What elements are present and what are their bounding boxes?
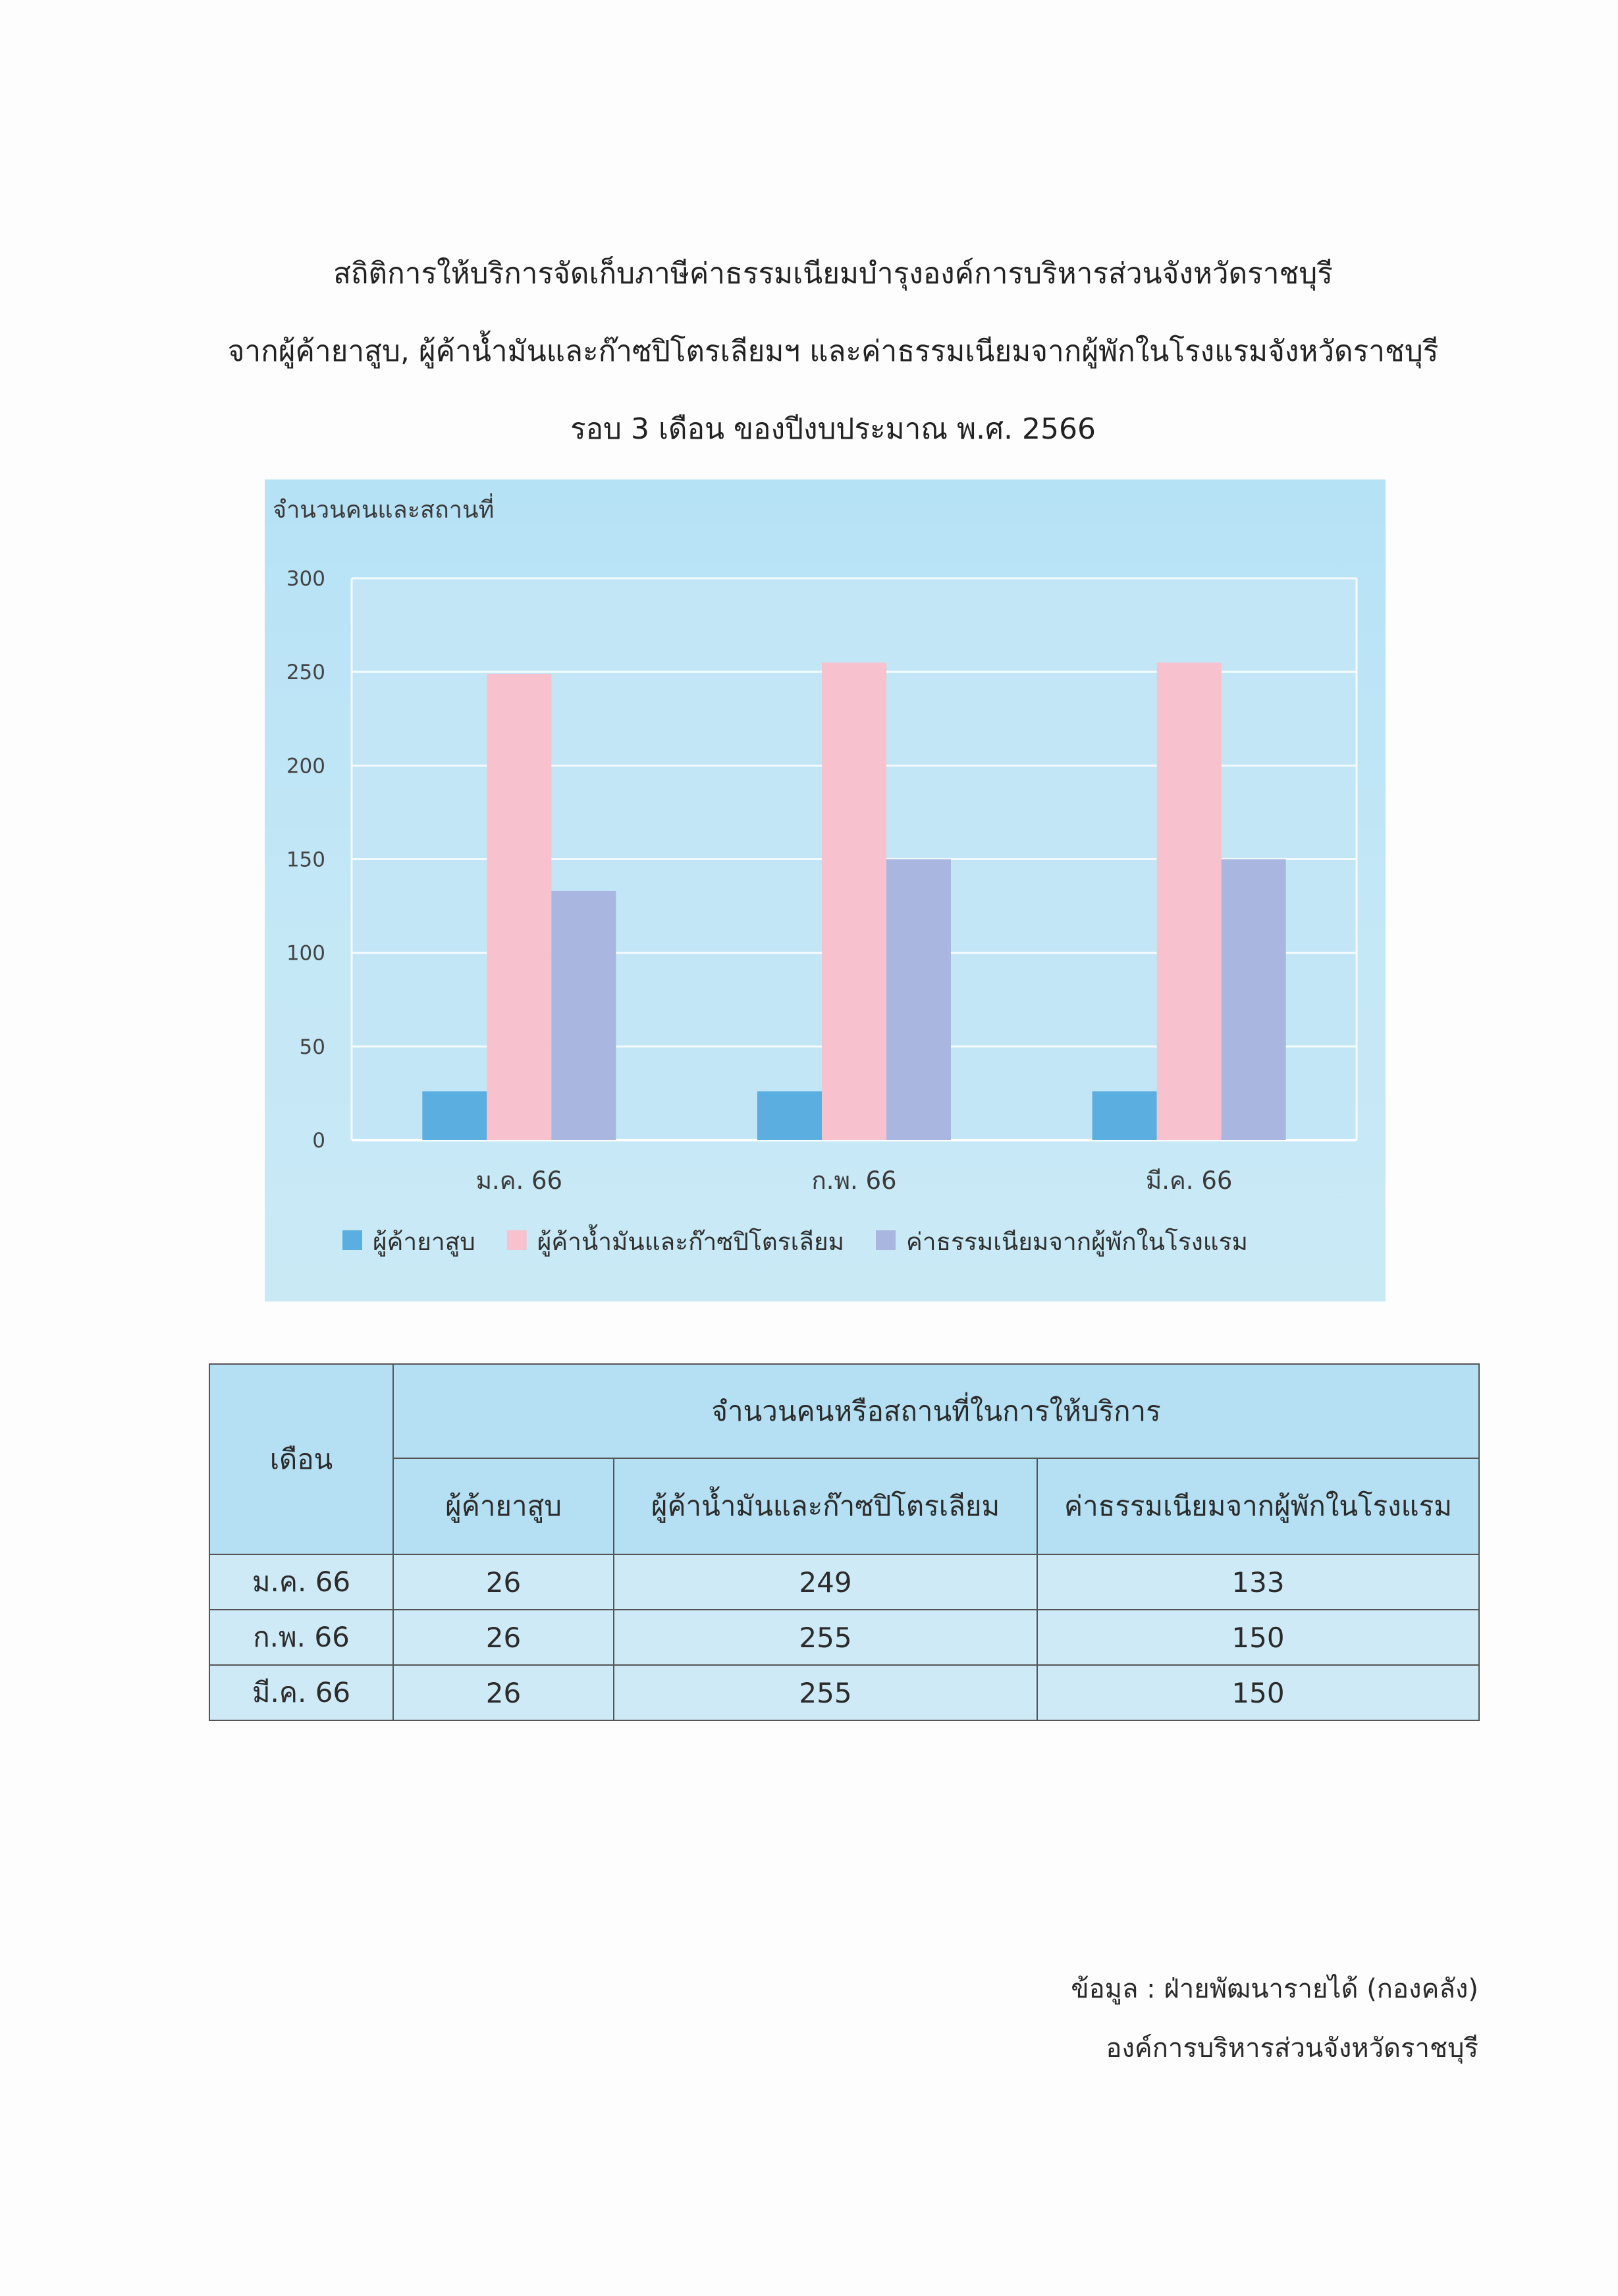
bar-2-2 <box>1222 860 1286 1141</box>
row-month: ม.ค. 66 <box>209 1554 393 1610</box>
cell-oil-gas: 249 <box>614 1554 1037 1610</box>
bar-1-0 <box>757 1091 822 1140</box>
source-line-2: องค์การบริหารส่วนจังหวัดราชบุรี <box>1106 2033 1478 2064</box>
column-header-hotel-fee: ค่าธรรมเนียมจากผู้พักในโรงแรม <box>1037 1458 1479 1554</box>
bar-2-1 <box>1157 663 1222 1140</box>
bar-2-0 <box>1092 1091 1157 1140</box>
cell-oil-gas: 255 <box>614 1665 1037 1720</box>
y-tick-label: 100 <box>286 941 325 966</box>
legend-label-2: ค่าธรรมเนียมจากผู้พักในโรงแรม <box>906 1228 1248 1256</box>
service-count-group-header: จำนวนคนหรือสถานที่ในการให้บริการ <box>393 1364 1479 1458</box>
cell-hotel-fee: 150 <box>1037 1610 1479 1665</box>
x-tick-label: ก.พ. 66 <box>811 1166 897 1195</box>
x-tick-label: ม.ค. 66 <box>475 1166 563 1195</box>
y-tick-label: 0 <box>312 1129 325 1153</box>
bar-0-0 <box>422 1091 487 1140</box>
column-header-oil-gas: ผู้ค้าน้ำมันและก๊าซปิโตรเลียม <box>614 1458 1037 1554</box>
data-source-note <box>1071 1959 1478 2078</box>
title-line-1: สถิติการให้บริการจัดเก็บภาษีค่าธรรมเนียมบำรุงองค์การบริหารส่วนจังหวัดราชบุรี <box>333 257 1333 290</box>
title-line-3: รอบ 3 เดือน ของปีงบประมาณ พ.ศ. 2566 <box>570 412 1096 446</box>
y-tick-label: 300 <box>286 567 325 591</box>
cell-hotel-fee: 150 <box>1037 1665 1479 1720</box>
y-tick-label: 150 <box>286 848 325 872</box>
legend-swatch-0 <box>342 1230 362 1250</box>
legend-label-0: ผู้ค้ายาสูบ <box>373 1228 475 1256</box>
cell-tobacco: 26 <box>393 1665 614 1720</box>
row-month: มี.ค. 66 <box>209 1665 393 1720</box>
y-axis-title: จำนวนคนและสถานที่ <box>273 497 495 524</box>
y-tick-label: 250 <box>286 661 325 685</box>
column-header-tobacco: ผู้ค้ายาสูบ <box>393 1458 614 1554</box>
bar-chart <box>265 479 1386 1301</box>
bar-0-1 <box>487 674 551 1140</box>
bar-1-1 <box>822 663 886 1140</box>
y-tick-label: 200 <box>286 754 325 779</box>
x-tick-label: มี.ค. 66 <box>1145 1166 1233 1195</box>
document-title <box>0 254 1618 487</box>
cell-hotel-fee: 133 <box>1037 1554 1479 1610</box>
source-line-1: ข้อมูล : ฝ่ายพัฒนารายได้ (กองคลัง) <box>1071 1974 1478 2004</box>
row-month: ก.พ. 66 <box>209 1610 393 1665</box>
bar-chart-panel <box>265 479 1386 1301</box>
cell-tobacco: 26 <box>393 1610 614 1665</box>
bar-0-2 <box>551 891 616 1140</box>
legend-label-1: ผู้ค้าน้ำมันและก๊าซปิโตรเลียม <box>537 1228 845 1256</box>
month-column-header: เดือน <box>209 1364 393 1554</box>
table-row <box>209 1554 1479 1610</box>
table-row <box>209 1610 1479 1665</box>
legend-swatch-2 <box>876 1230 896 1250</box>
title-line-2: จากผู้ค้ายาสูบ, ผู้ค้าน้ำมันและก๊าซปิโตรเลียมฯ และค่าธรรมเนียมจากผู้พักในโรงแรมจังหวัดราชบุรี <box>227 335 1439 368</box>
cell-oil-gas: 255 <box>614 1610 1037 1665</box>
cell-tobacco: 26 <box>393 1554 614 1610</box>
legend-swatch-1 <box>507 1230 527 1250</box>
statistics-table <box>209 1363 1480 1721</box>
table-row <box>209 1665 1479 1720</box>
y-tick-label: 50 <box>299 1035 325 1059</box>
bar-1-2 <box>886 860 951 1141</box>
